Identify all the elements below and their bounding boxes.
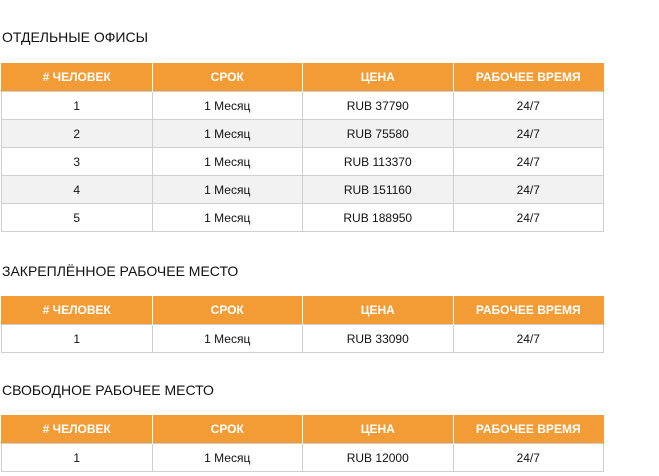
section-title-private-offices: ОТДЕЛЬНЫЕ ОФИСЫ <box>2 29 149 45</box>
cell-hours: 24/7 <box>453 204 604 232</box>
table-row <box>2 120 604 148</box>
cell-people: 1 <box>2 92 153 120</box>
cell-term: 1 Месяц <box>152 325 303 353</box>
cell-price: RUB 75580 <box>303 120 454 148</box>
cell-hours: 24/7 <box>453 444 604 472</box>
table-row <box>2 325 604 353</box>
column-header-hours: РАБОЧЕЕ ВРЕМЯ <box>453 415 604 444</box>
table-header-row <box>2 415 604 444</box>
cell-people: 2 <box>2 120 153 148</box>
cell-price: RUB 33090 <box>303 325 454 353</box>
table-header-row <box>2 296 604 325</box>
column-header-term: СРОК <box>152 63 303 92</box>
pricing-table-fixed-desk <box>1 296 604 353</box>
cell-people: 5 <box>2 204 153 232</box>
column-header-price: ЦЕНА <box>303 296 454 325</box>
column-header-people: # ЧЕЛОВЕК <box>2 296 153 325</box>
cell-hours: 24/7 <box>453 176 604 204</box>
table-row <box>2 148 604 176</box>
cell-term: 1 Месяц <box>152 176 303 204</box>
column-header-people: # ЧЕЛОВЕК <box>2 415 153 444</box>
cell-hours: 24/7 <box>453 92 604 120</box>
pricing-table-private-offices <box>1 63 604 232</box>
table-row <box>2 204 604 232</box>
cell-people: 4 <box>2 176 153 204</box>
cell-people: 3 <box>2 148 153 176</box>
section-title-hot-desk: СВОБОДНОЕ РАБОЧЕЕ МЕСТО <box>2 382 214 398</box>
section-title-fixed-desk: ЗАКРЕПЛЁННОЕ РАБОЧЕЕ МЕСТО <box>2 263 239 279</box>
pricing-table-hot-desk <box>1 415 604 472</box>
cell-price: RUB 151160 <box>303 176 454 204</box>
table-header-row <box>2 63 604 92</box>
cell-price: RUB 12000 <box>303 444 454 472</box>
cell-term: 1 Месяц <box>152 120 303 148</box>
table-row <box>2 444 604 472</box>
cell-term: 1 Месяц <box>152 204 303 232</box>
table-row <box>2 92 604 120</box>
cell-people: 1 <box>2 444 153 472</box>
cell-term: 1 Месяц <box>152 92 303 120</box>
column-header-price: ЦЕНА <box>303 415 454 444</box>
column-header-price: ЦЕНА <box>303 63 454 92</box>
column-header-hours: РАБОЧЕЕ ВРЕМЯ <box>453 63 604 92</box>
column-header-term: СРОК <box>152 415 303 444</box>
cell-hours: 24/7 <box>453 148 604 176</box>
cell-price: RUB 188950 <box>303 204 454 232</box>
cell-term: 1 Месяц <box>152 444 303 472</box>
column-header-people: # ЧЕЛОВЕК <box>2 63 153 92</box>
cell-hours: 24/7 <box>453 120 604 148</box>
column-header-term: СРОК <box>152 296 303 325</box>
table-row <box>2 176 604 204</box>
cell-price: RUB 37790 <box>303 92 454 120</box>
cell-price: RUB 113370 <box>303 148 454 176</box>
cell-term: 1 Месяц <box>152 148 303 176</box>
cell-hours: 24/7 <box>453 325 604 353</box>
column-header-hours: РАБОЧЕЕ ВРЕМЯ <box>453 296 604 325</box>
cell-people: 1 <box>2 325 153 353</box>
